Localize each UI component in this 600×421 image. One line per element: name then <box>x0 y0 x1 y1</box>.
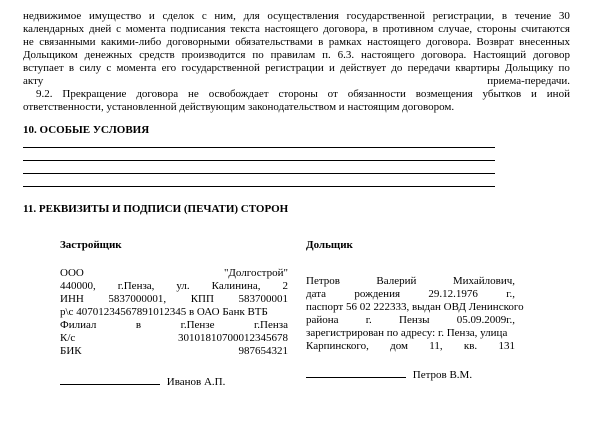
developer-signature <box>60 374 225 388</box>
word: Прекращение <box>62 88 127 100</box>
developer-branch <box>60 319 288 332</box>
word: с <box>116 23 121 35</box>
word: 2 <box>282 280 288 292</box>
intro-line-3 <box>23 36 570 49</box>
word: 30 <box>558 10 570 22</box>
word: по <box>558 62 570 74</box>
word: дней <box>88 23 112 35</box>
word: какими-либо <box>100 36 162 48</box>
word: в <box>372 23 378 35</box>
developer-heading: Застройщик <box>60 239 122 251</box>
word: для <box>243 10 260 22</box>
word: 583700001 <box>238 293 288 305</box>
word: стороны <box>278 88 318 100</box>
word: иной <box>546 88 570 100</box>
developer-details <box>60 267 288 358</box>
word: рамках <box>328 36 362 48</box>
developer-account: р\с 40701234567891012345 в ОАО Банк ВТБ <box>60 306 268 318</box>
word: Михайлович, <box>452 275 515 287</box>
word: 5837000001, <box>108 293 167 305</box>
word: Настоящий <box>473 49 527 61</box>
word: и <box>148 10 155 22</box>
word: текста <box>230 23 260 35</box>
word: денежных <box>84 49 133 61</box>
word: государственной <box>181 62 260 74</box>
word: дата <box>306 288 327 300</box>
word: с <box>106 62 112 74</box>
blank-line-1 <box>23 147 495 148</box>
word: 131 <box>498 340 515 352</box>
participant-passport: паспорт 56 02 222333, выдан ОВД Ленинского <box>306 301 524 313</box>
blank-line-3 <box>23 173 495 174</box>
word: договор <box>532 49 570 61</box>
blank-line-4 <box>23 186 495 187</box>
intro-line-1 <box>23 10 570 23</box>
word: момента <box>116 62 157 74</box>
word: настоящего <box>264 23 319 35</box>
word: договорными <box>166 36 230 48</box>
word: ИНН <box>60 293 84 305</box>
word: стороны <box>476 23 517 35</box>
word: связанными <box>39 36 96 48</box>
word: календарных <box>23 23 85 35</box>
word: Петров <box>306 275 340 287</box>
word: подписания <box>170 23 226 35</box>
word: в <box>318 36 324 48</box>
developer-bik: БИК 987654321 <box>60 345 288 357</box>
participant-registered: зарегистрирован по адресу: г. Пенза, улица <box>306 327 508 339</box>
word: противном <box>382 23 434 35</box>
word: Валерий <box>376 275 417 287</box>
word: от <box>327 88 338 100</box>
word: договора, <box>323 23 368 35</box>
participant-signature <box>306 367 472 381</box>
word: момента <box>125 23 166 35</box>
word: 440000, <box>60 280 96 292</box>
word: в <box>135 319 142 331</box>
clause-9-2-line-2: ответственности, установленной действующим законодательством и настоящим договором. <box>23 101 455 113</box>
word: по <box>252 49 264 61</box>
developer-ks: К/с 30101810700012345678 <box>60 332 288 344</box>
intro-line-6-left: акту <box>23 75 44 87</box>
section-11-title: 11. РЕКВИЗИТЫ И ПОДПИСИ (ПЕЧАТИ) СТОРОН <box>23 203 289 215</box>
participant-details <box>306 275 524 353</box>
word: считаются <box>521 23 570 35</box>
word: дом <box>390 340 409 352</box>
word: г.Пензе <box>180 319 215 331</box>
intro-paragraph <box>23 10 570 88</box>
word: регистрации, <box>432 10 495 22</box>
word: Дольщику <box>504 62 554 74</box>
developer-signer: Иванов А.П. <box>166 376 226 388</box>
word: и <box>531 88 537 100</box>
word: случае, <box>438 23 473 35</box>
word: настоящего <box>361 49 415 61</box>
section-10-title: 10. ОСОБЫЕ УСЛОВИЯ <box>23 124 150 136</box>
word: кв. <box>463 340 478 352</box>
word: осуществления <box>267 10 339 22</box>
participant-signer: Петров В.М. <box>412 369 473 381</box>
participant-street <box>306 340 515 353</box>
word: 6.3. <box>337 49 355 61</box>
participant-birth <box>306 288 515 301</box>
clause-9-2 <box>23 88 570 114</box>
word: до <box>391 62 403 74</box>
word: п. <box>322 49 331 61</box>
word: ним, <box>214 10 236 22</box>
participant-signature-line[interactable] <box>306 367 406 378</box>
blank-line-2 <box>23 160 495 161</box>
word: освобождает <box>208 88 269 100</box>
word: недвижимое <box>23 10 82 22</box>
word: квартиры <box>455 62 500 74</box>
word: договора. <box>426 36 471 48</box>
word: КПП <box>190 293 214 305</box>
word: и <box>329 62 335 74</box>
word: г. <box>365 314 372 326</box>
word: средств <box>139 49 175 61</box>
word: передачи <box>407 62 451 74</box>
word: обязанности <box>347 88 406 100</box>
word: Дольщиком <box>23 49 78 61</box>
developer-address <box>60 280 288 293</box>
word: г.Пенза <box>254 319 288 331</box>
word: возмещения <box>415 88 473 100</box>
word: Филиал <box>60 319 97 331</box>
developer-inn-kpp <box>60 293 288 306</box>
word: Пензы <box>399 314 430 326</box>
word: договора <box>136 88 179 100</box>
word: не <box>23 36 34 48</box>
word: 11, <box>429 340 443 352</box>
word: сделок <box>162 10 195 22</box>
word: 05.09.2009г., <box>456 314 515 326</box>
word: 29.12.1976 <box>428 288 478 300</box>
clause-9-2-line-1 <box>23 88 570 101</box>
word: государственной <box>346 10 426 22</box>
word: ул. <box>176 280 190 292</box>
word: Возврат <box>476 36 514 48</box>
word: договора. <box>421 49 467 61</box>
developer-org: ООО "Долгострой" <box>60 267 288 279</box>
intro-line-6 <box>23 75 570 88</box>
word: его <box>161 62 177 74</box>
intro-line-2 <box>23 23 570 36</box>
word: района <box>306 314 339 326</box>
word: внесенных <box>519 36 570 48</box>
word: действует <box>340 62 387 74</box>
word: имущество <box>88 10 142 22</box>
word: настоящего <box>367 36 421 48</box>
word: правилам <box>270 49 316 61</box>
word: вступает <box>23 62 64 74</box>
developer-signature-line[interactable] <box>60 374 160 385</box>
word: регистрации <box>265 62 324 74</box>
word: с <box>201 10 207 22</box>
word: обязательствами <box>235 36 313 48</box>
word: г., <box>506 288 515 300</box>
word: в <box>68 62 75 74</box>
word: течение <box>514 10 552 22</box>
word: производится <box>181 49 246 61</box>
intro-line-6-right: приема-передачи. <box>487 75 570 87</box>
word: 9.2. <box>36 88 53 100</box>
intro-line-5 <box>23 62 570 75</box>
word: Карпинского, <box>306 340 369 352</box>
word: убытков <box>482 88 522 100</box>
intro-line-4 <box>23 49 570 62</box>
word: в <box>501 10 508 22</box>
word: силу <box>79 62 102 74</box>
participant-district <box>306 314 515 327</box>
word: рождения <box>354 288 401 300</box>
participant-heading: Дольщик <box>306 239 353 251</box>
word: г.Пенза, <box>117 280 155 292</box>
word: не <box>188 88 199 100</box>
participant-name <box>306 275 515 288</box>
word: Калинина, <box>211 280 261 292</box>
